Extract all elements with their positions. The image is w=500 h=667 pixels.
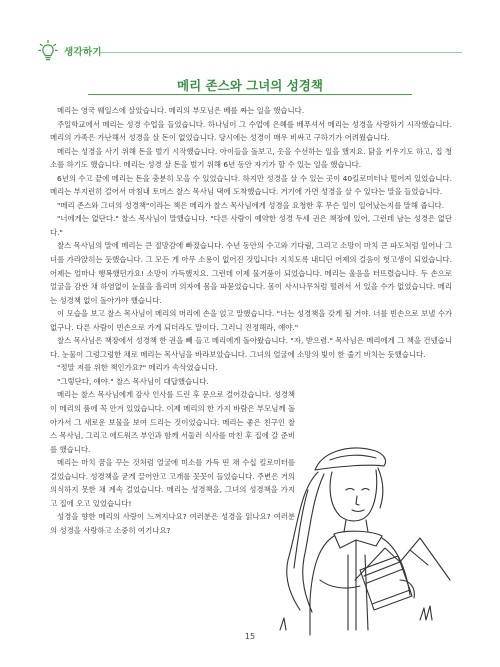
paragraph: 메리는 영국 웨일스에 살았습니다. 메리의 부모님은 베를 짜는 일을 했습니다. bbox=[57, 106, 305, 115]
page-number: 15 bbox=[244, 632, 256, 641]
paragraph: "너에게는 없단다." 찰스 목사님이 말했습니다. "다른 사람이 예약한 성경 두세 권은 책장에 있어, 그런데 남는 성경은 없단다." bbox=[50, 214, 452, 237]
paragraph: 성경을 향한 메리의 사랑이 느껴지나요? 여러분은 성경을 읽나요? 여러분의 성경을 사랑하고 소중히 여기나요? bbox=[50, 512, 295, 535]
paragraph: "그렇단다, 얘야." 찰스 목사님이 대답했습니다. bbox=[57, 376, 209, 386]
lightbulb-icon bbox=[38, 39, 58, 63]
header-divider bbox=[100, 52, 462, 53]
paragraph: "정말 저를 위한 책인가요?" 메리가 속삭였습니다. bbox=[57, 363, 218, 373]
paragraph: 이 모습을 보고 찰스 목사님이 메리의 머리에 손을 얹고 말했습니다. "너는 성경책을 갖게 될 거야. 너를 빈손으로 보낼 수가 없구나. 다른 사람이 빈손으로 가게 되더라도 말이다. 그러니 진정해라, 얘야." bbox=[50, 309, 452, 332]
paragraph: 찰스 목사님의 말에 메리는 큰 절망감에 빠졌습니다. 수년 동안의 수고와 기다림, 그리고 소망이 마치 큰 파도처럼 일어나 그녀를 가라앉히는 듯했습니다. 그 모든 게 아무 소용이 없어진 것입니다! 지치도록 내디딘 어제의 걸음이 헛고생이 되었습니다. 어제는 얼마나 행복했던가요! 소망이 가득했지요. 그런데 이제 물거품이 되었습니다. 메리는 울음을 터뜨렸습니다. 두 손으로 얼굴을 감싼 채 하염없이 눈물을 흘리며 의자에 몸을 파묻었습니다. 몸이 사시나무처럼 떨려서 서 있을 수가 없었습니다. 메리는 성경책 없이 돌아가야 했습니다. bbox=[50, 241, 452, 305]
section-label: 생각하기 bbox=[64, 47, 102, 58]
paragraph: 메리는 성경을 사기 위해 돈을 벌기 시작했습니다. 아이들을 돌보고, 옷을 수선하는 일을 했지요. 닭을 키우기도 하고, 집 청소를 하기도 했습니다. 메리는 성경 살 돈을 벌기 위해 6년 동안 자기가 할 수 있는 일을 했습니다. bbox=[50, 146, 452, 170]
paragraph: 찰스 목사님은 책장에서 성경책 한 권을 빼 들고 메리에게 돌아왔습니다. "자, 받으렴." 목사님은 메리에게 그 책을 건넸습니다. 눈물이 그렁그렁한 채로 메리는 목사님을 바라보았습니다. 그녀의 얼굴에 소망의 빛이 한 줄기 비치는 듯했습니다. bbox=[50, 336, 452, 359]
paragraph: "메리 존스와 그녀의 성경책"이라는 책은 메리가 찰스 목사님에게 성경을 요청한 후 무슨 일이 일어났는지를 말해 줍니다. bbox=[57, 200, 445, 210]
paragraph: 메리는 찰스 목사님에게 감사 인사를 드린 후 문으로 걸어갔습니다. 성경책이 메리의 품에 꼭 안겨 있었습니다. 이제 메리의 한 가지 바람은 부모님께 돌아가서 그 새로운 보물을 보여 드리는 것이었습니다. 메리는 좋은 친구인 찰스 목사님, 그리고 에드워즈 부인과 함께 서둘러 식사를 마친 후 집에 갈 준비를 했습니다. bbox=[50, 390, 295, 454]
page-title: 메리 존스와 그녀의 성경책 bbox=[177, 78, 323, 93]
narrow-column bbox=[50, 375, 295, 538]
mary-with-bible-illustration bbox=[260, 430, 460, 640]
paragraph: 주일학교에서 메리는 성경 수업을 들었습니다. 하나님이 그 수업에 은혜를 베푸셔서 메리는 성경을 사랑하기 시작했습니다. 메리의 가족은 가난해서 성경을 살 돈이 없었습니다. 당시에는 성경이 매우 비싸고 구하기가 어려웠습니다. bbox=[50, 119, 452, 143]
section-header bbox=[38, 38, 102, 64]
paragraph: 6년의 수고 끝에 메리는 돈을 충분히 모을 수 있었습니다. 하지만 성경을 살 수 있는 곳이 40킬로미터나 떨어져 있었습니다. 메리는 부지런히 걸어서 마침내 토머스 찰스 목사님 댁에 도착했습니다. 거기에 가면 성경을 살 수 있다는 말을 들었습니다. bbox=[50, 173, 452, 197]
title-divider bbox=[88, 94, 412, 95]
paragraph: 메리는 마치 꿈을 꾸는 것처럼 얼굴에 미소를 가득 띤 채 수십 킬로미터를 걸었습니다. 성경책을 굳게 끌어안고 고개를 꼿꼿이 들었습니다. 주변은 거의 의식하지 못한 채 계속 걸었습니다. 메리는 성경책을, 그녀의 성경책을 가지고 집에 오고 있었습니다! bbox=[50, 458, 295, 508]
